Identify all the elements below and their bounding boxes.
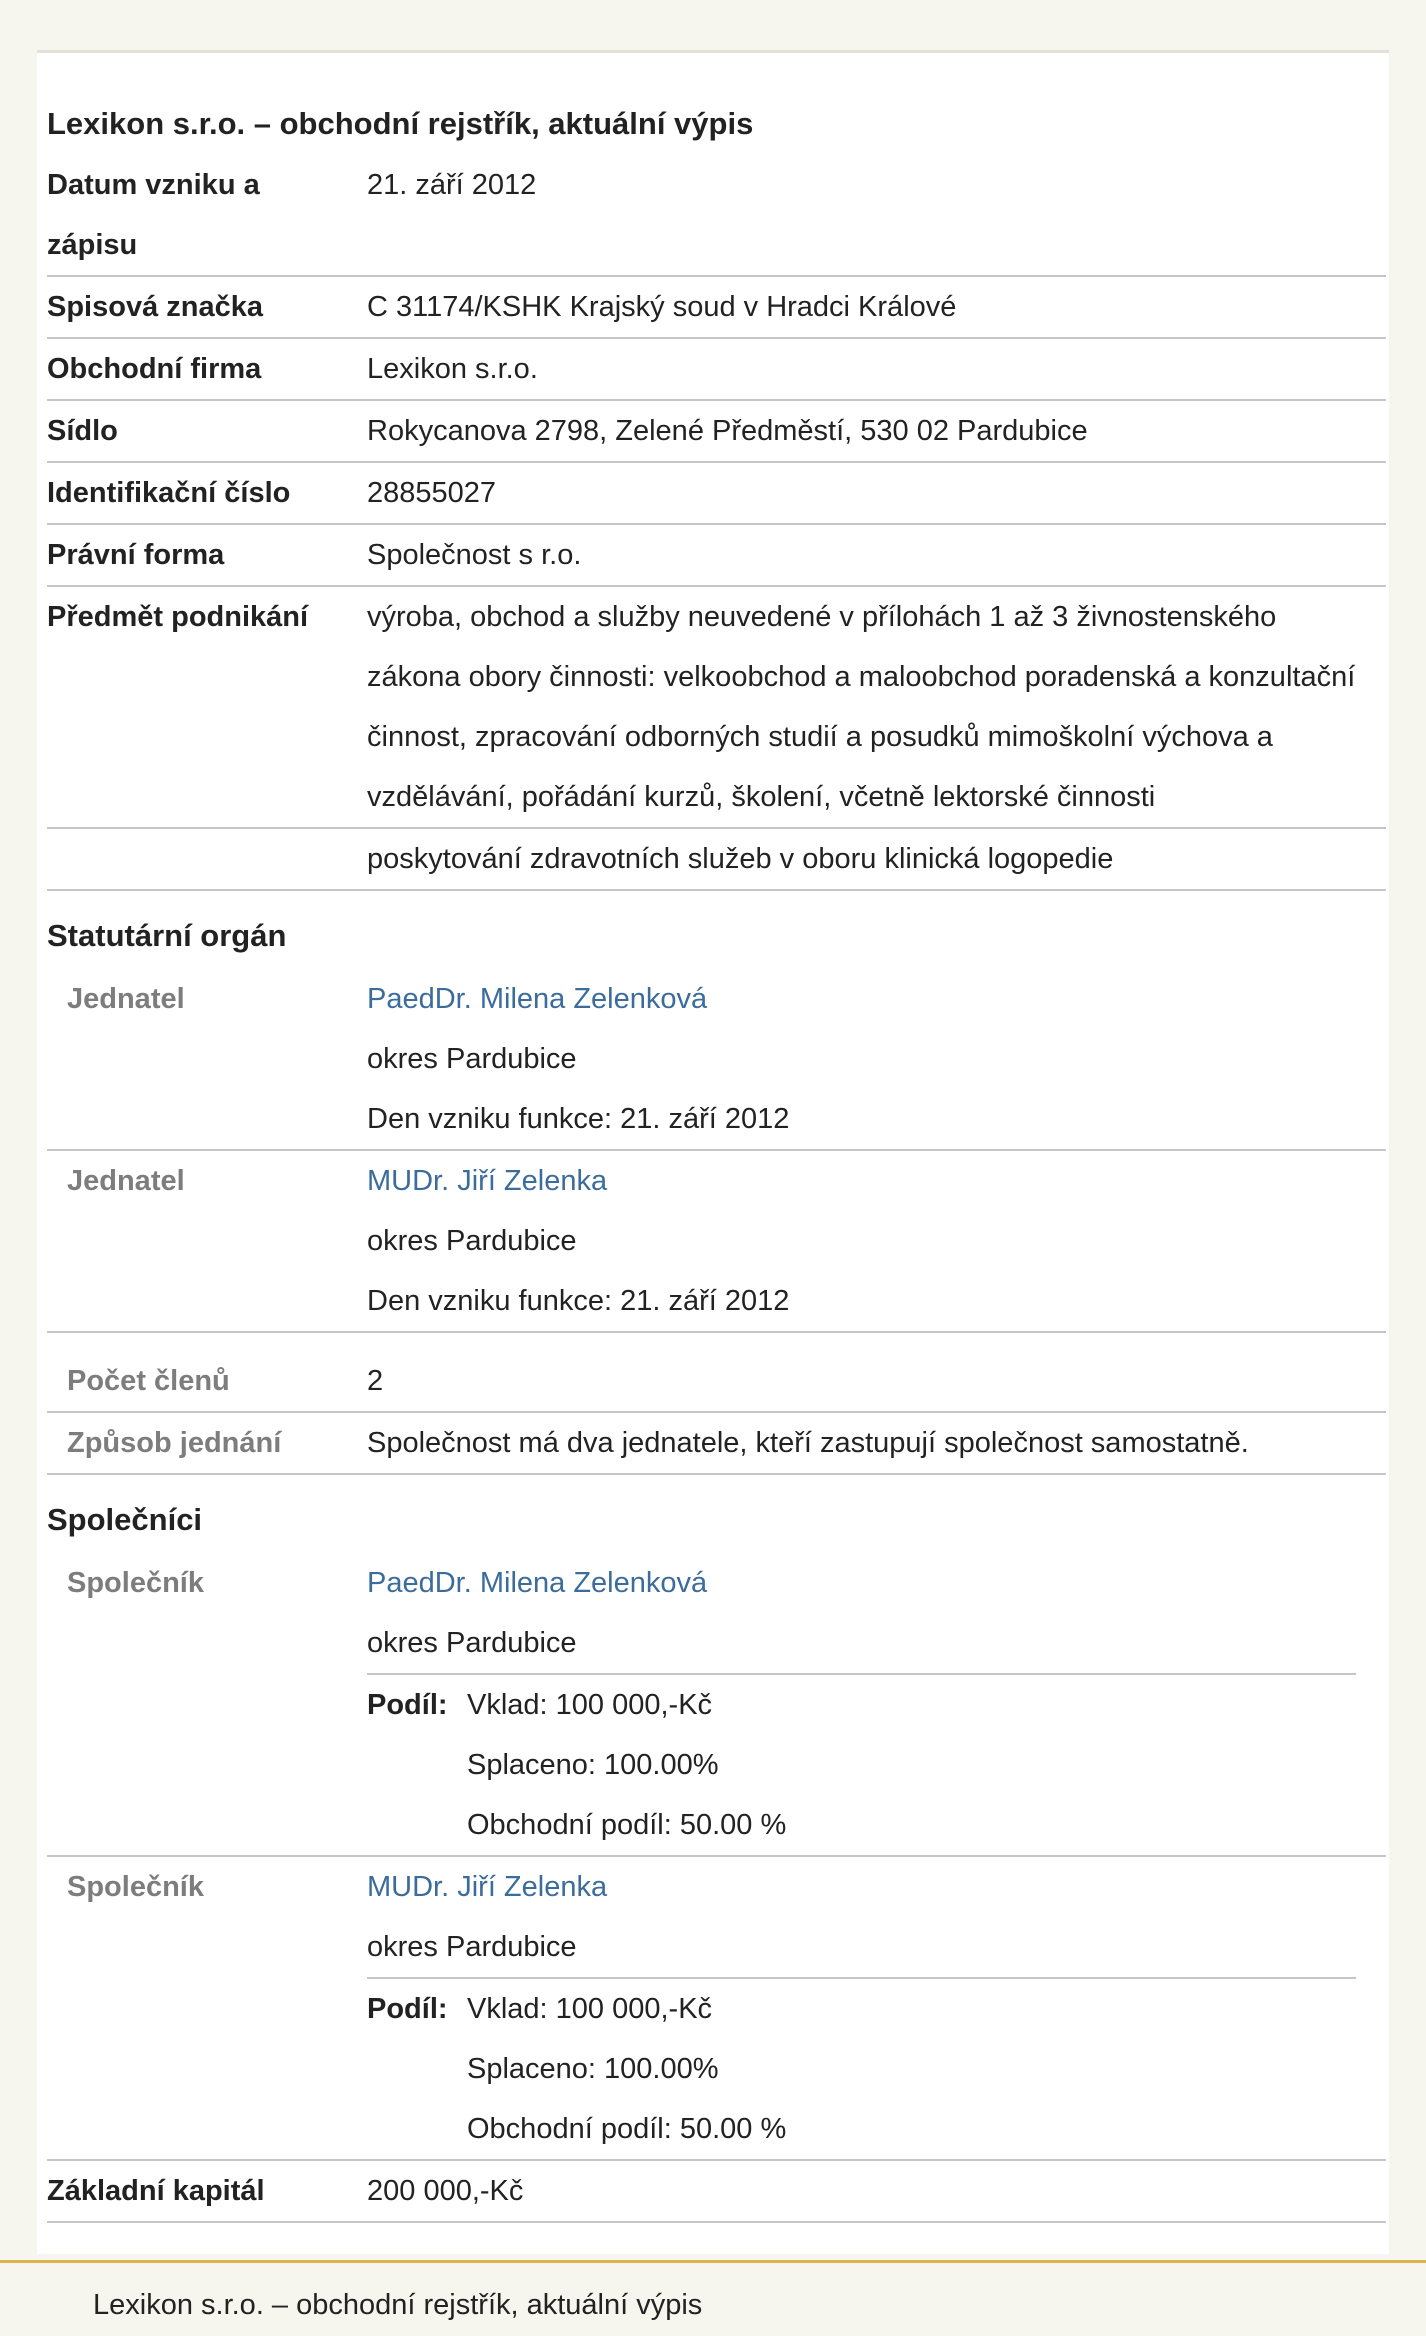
statutory-member xyxy=(47,1151,1386,1333)
share-deposit: Vklad: 100 000,-Kč xyxy=(467,1993,713,2025)
share-details xyxy=(467,1675,786,1855)
row-file-number xyxy=(47,277,1386,339)
partner-item xyxy=(47,1857,1386,2161)
partner-details xyxy=(367,1553,1386,1855)
footer-text: Lexikon s.r.o. – obchodní rejstřík, aktuální výpis xyxy=(93,2289,703,2321)
label-business-activity-2 xyxy=(47,829,367,889)
partner-name-link[interactable]: PaedDr. Milena Zelenková xyxy=(367,1567,708,1599)
row-member-count xyxy=(47,1351,1386,1413)
member-role: Jednatel xyxy=(67,1165,185,1197)
row-legal-form xyxy=(47,525,1386,587)
label-founding-date: Datum vzniku a zápisu xyxy=(47,169,260,261)
label-company-id: Identifikační číslo xyxy=(47,477,291,509)
value-share-capital: 200 000,-Kč xyxy=(367,2175,524,2207)
member-details xyxy=(367,1151,1386,1331)
row-business-activity xyxy=(47,587,1386,829)
member-since: Den vzniku funkce: 21. září 2012 xyxy=(367,1285,790,1317)
share-label: Podíl: xyxy=(367,1689,448,1721)
page-footer xyxy=(0,2260,1426,2336)
value-founding-date: 21. září 2012 xyxy=(367,169,537,201)
share-ownership: Obchodní podíl: 50.00 % xyxy=(467,2113,787,2145)
label-business-name: Obchodní firma xyxy=(47,353,262,385)
value-business-activity: výroba, obchod a služby neuvedené v přílohách 1 až 3 živnostenského zákona obory činnosti: velkoobchod a maloobchod poradenská a konzultační činnost, zpracování odborných studií a posudků mimoškolní výchova a vzdělávání, pořádání kurzů, školení, včetně lektorské činnosti xyxy=(367,601,1356,813)
value-legal-form: Společnost s r.o. xyxy=(367,539,582,571)
share-deposit: Vklad: 100 000,-Kč xyxy=(467,1689,713,1721)
partners-heading: Společníci xyxy=(47,1502,203,1537)
label-registered-office: Sídlo xyxy=(47,415,118,447)
member-details xyxy=(367,969,1386,1149)
partner-district: okres Pardubice xyxy=(367,1931,577,1963)
label-member-count: Počet členů xyxy=(67,1365,230,1397)
partner-name-link[interactable]: MUDr. Jiří Zelenka xyxy=(367,1871,608,1903)
member-since: Den vzniku funkce: 21. září 2012 xyxy=(367,1103,790,1135)
statutory-heading: Statutární orgán xyxy=(47,918,287,953)
value-registered-office: Rokycanova 2798, Zelené Předměstí, 530 02 Pardubice xyxy=(367,415,1088,447)
partner-share xyxy=(367,1673,1356,1855)
page-title: Lexikon s.r.o. – obchodní rejstřík, aktuální výpis xyxy=(47,106,754,141)
partner-item xyxy=(47,1553,1386,1857)
member-name-link[interactable]: PaedDr. Milena Zelenková xyxy=(367,983,708,1015)
label-legal-form: Právní forma xyxy=(47,539,225,571)
value-business-activity-2: poskytování zdravotních služeb v oboru klinická logopedie xyxy=(367,843,1114,875)
member-district: okres Pardubice xyxy=(367,1043,577,1075)
row-founding-date xyxy=(47,155,1386,277)
row-registered-office xyxy=(47,401,1386,463)
value-member-count: 2 xyxy=(367,1365,384,1397)
share-paid: Splaceno: 100.00% xyxy=(467,2053,719,2085)
value-file-number: C 31174/KSHK Krajský soud v Hradci Králové xyxy=(367,291,957,323)
share-ownership: Obchodní podíl: 50.00 % xyxy=(467,1809,787,1841)
partner-share xyxy=(367,1977,1356,2159)
partner-details xyxy=(367,1857,1386,2159)
partner-district: okres Pardubice xyxy=(367,1627,577,1659)
row-acting-method xyxy=(47,1413,1386,1475)
member-role: Jednatel xyxy=(67,983,185,1015)
share-paid: Splaceno: 100.00% xyxy=(467,1749,719,1781)
row-share-capital xyxy=(47,2161,1386,2223)
share-label: Podíl: xyxy=(367,1993,448,2025)
value-business-name: Lexikon s.r.o. xyxy=(367,353,538,385)
label-acting-method: Způsob jednání xyxy=(67,1427,282,1459)
statutory-member xyxy=(47,969,1386,1151)
member-name-link[interactable]: MUDr. Jiří Zelenka xyxy=(367,1165,608,1197)
share-details xyxy=(467,1979,786,2159)
value-company-id: 28855027 xyxy=(367,477,497,509)
row-business-activity-2 xyxy=(47,829,1386,891)
partner-role: Společník xyxy=(67,1567,204,1599)
label-file-number: Spisová značka xyxy=(47,291,263,323)
member-district: okres Pardubice xyxy=(367,1225,577,1257)
register-extract-card xyxy=(37,50,1389,2254)
label-share-capital: Základní kapitál xyxy=(47,2175,265,2207)
register-content xyxy=(47,93,1386,2223)
value-acting-method: Společnost má dva jednatele, kteří zastupují společnost samostatně. xyxy=(367,1427,1249,1459)
label-business-activity: Předmět podnikání xyxy=(47,601,309,633)
row-company-id xyxy=(47,463,1386,525)
partner-role: Společník xyxy=(67,1871,204,1903)
row-business-name xyxy=(47,339,1386,401)
